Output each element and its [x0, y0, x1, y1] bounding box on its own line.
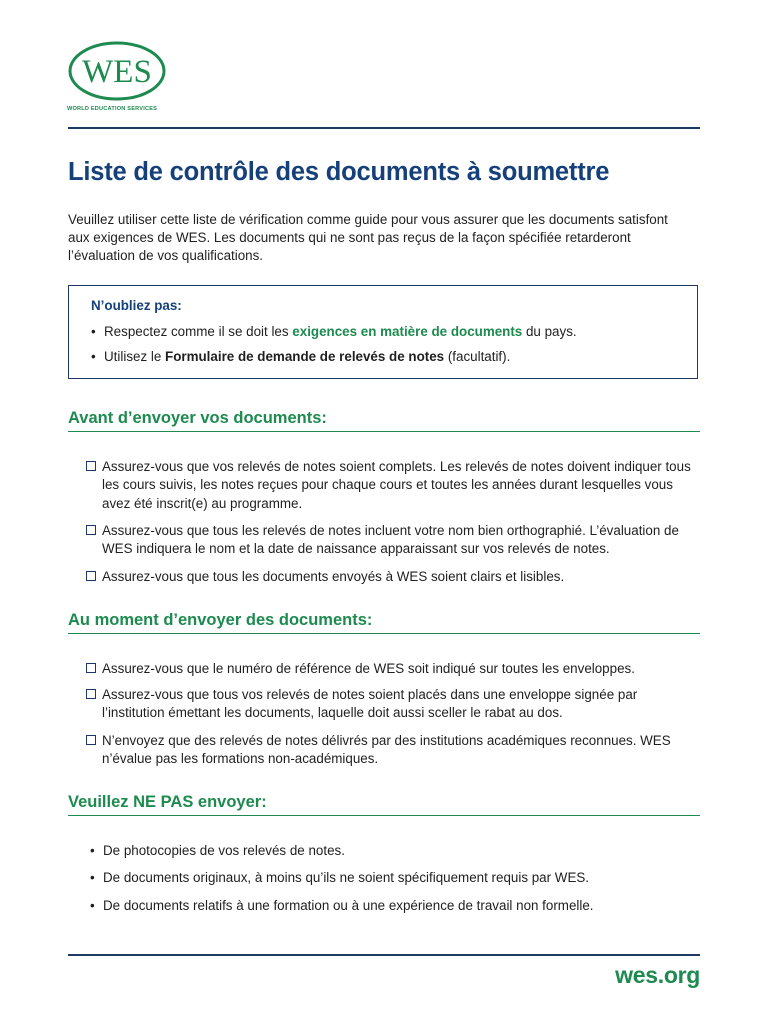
section-divider	[68, 431, 700, 432]
reminder-box	[68, 285, 698, 379]
bullet-item	[90, 870, 589, 885]
section-do-not-send	[68, 791, 700, 921]
section-divider	[68, 633, 700, 634]
bullet-icon: •	[91, 349, 96, 364]
checklist-item	[86, 522, 696, 559]
checklist-text: Assurez-vous que le numéro de référence de WES soit indiqué sur toutes les enveloppes.	[102, 661, 635, 676]
section-heading: Au moment d’envoyer des documents:	[68, 611, 373, 629]
checkbox[interactable]	[86, 571, 96, 581]
bullet-text: De documents relatifs à une formation ou à une expérience de travail non formelle.	[103, 898, 594, 913]
bullet-text: De photocopies de vos relevés de notes.	[103, 843, 345, 858]
transcript-request-form: Formulaire de demande de relevés de notes	[165, 349, 445, 364]
header-divider	[68, 127, 700, 129]
reminder-item	[91, 349, 510, 364]
bullet-icon: •	[91, 324, 96, 339]
checklist-text: Assurez-vous que tous les relevés de notes incluent votre nom bien orthographié. L’évaluation de WES indiquera le nom et la date de naissance apparaissant sur vos relevés de notes.	[102, 523, 679, 557]
checklist-text: Assurez-vous que tous vos relevés de notes soient placés dans une enveloppe signée par l’institution émettant les documents, laquelle doit aussi sceller le rabat au dos.	[102, 687, 638, 721]
section-divider	[68, 815, 700, 816]
logo-subtitle: WORLD EDUCATION SERVICES	[67, 106, 158, 112]
reminder-text: Respectez comme il se doit les	[104, 324, 293, 339]
bullet-item	[90, 898, 594, 913]
reminder-heading: N’oubliez pas:	[91, 298, 182, 313]
section-heading: Veuillez NE PAS envoyer:	[68, 793, 267, 811]
checklist-text: N’envoyez que des relevés de notes délivrés par des institutions académiques reconnues. WES n’évalue pas les formations non-académiques.	[102, 733, 671, 767]
bullet-icon: •	[90, 870, 95, 885]
checklist-text: Assurez-vous que vos relevés de notes soient complets. Les relevés de notes doivent indiquer tous les cours suivis, les notes reçues pour chaque cours et toutes les années durant lesquelles vous avez été inscrit(e) au programme.	[102, 459, 691, 511]
wes-logo-emblem	[67, 40, 171, 104]
checkbox[interactable]	[86, 525, 96, 535]
bullet-item	[90, 843, 345, 858]
checklist-item	[86, 660, 696, 678]
checkbox[interactable]	[86, 689, 96, 699]
reminder-text: (facultatif).	[444, 349, 511, 364]
checkbox[interactable]	[86, 461, 96, 471]
reminder-item	[91, 324, 577, 339]
checklist-item	[86, 686, 696, 723]
logo-text: WES	[82, 54, 152, 90]
bullet-icon: •	[90, 898, 95, 913]
section-before-sending	[68, 407, 700, 592]
section-heading: Avant d’envoyer vos documents:	[68, 409, 327, 427]
reminder-text: Utilisez le	[104, 349, 166, 364]
checklist-item	[86, 568, 696, 586]
checkbox[interactable]	[86, 735, 96, 745]
checklist-text: Assurez-vous que tous les documents envoyés à WES soient clairs et lisibles.	[102, 569, 565, 584]
section-when-sending	[68, 609, 700, 774]
reminder-text: du pays.	[522, 324, 577, 339]
bullet-text: De documents originaux, à moins qu’ils ne soient spécifiquement requis par WES.	[103, 870, 590, 885]
document-requirements-link[interactable]: exigences en matière de documents	[292, 324, 523, 339]
footer-divider	[68, 954, 700, 956]
checklist-item	[86, 732, 696, 769]
intro-paragraph: Veuillez utiliser cette liste de vérification comme guide pour vous assurer que les documents satisfont aux exigences de WES. Les documents qui ne sont pas reçus de la façon spécifiée retarderont l’évaluation de vos qualifications.	[68, 212, 668, 263]
checkbox[interactable]	[86, 663, 96, 673]
page-title: Liste de contrôle des documents à soumettre	[68, 158, 610, 186]
footer-website-link[interactable]: wes.org	[615, 962, 700, 988]
bullet-icon: •	[90, 843, 95, 858]
checklist-item	[86, 458, 696, 513]
wes-logo	[67, 40, 171, 115]
